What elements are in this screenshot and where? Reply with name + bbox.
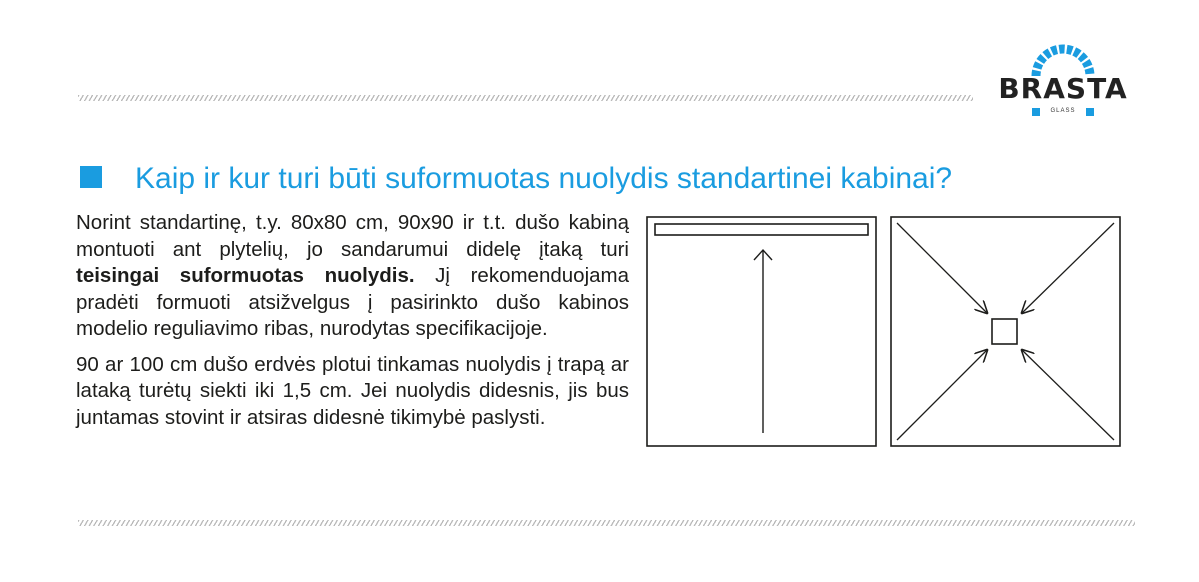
bottom-divider [78,520,1135,526]
paragraph-1-part-1: Norint standartinę, t.y. 80x80 cm, 90x90 ir t.t. dušo kabiną montuoti ant plytelių, jo sandarumui didelę įtaką turi [76,211,629,261]
slope-arrow-ne [1022,223,1114,313]
title-bullet [80,166,102,188]
slope-arrow-sw [897,350,987,440]
paragraph-1-bold: teisingai suformuotas nuolydis. [76,264,415,287]
slope-arrow-nw [897,223,987,313]
center-drain [992,319,1017,344]
paragraph-1 [76,210,629,343]
brasta-logo [988,40,1138,120]
top-divider [78,95,973,101]
body-text [76,210,629,440]
paragraph-1-part-2: Jį rekomenduojama pradėti formuoti atsižvelgus į pasirinkto dušo kabinos modelio reguliavimo ribas, nurodytas specifikacijoje. [76,264,629,340]
slope-arrow-se [1022,350,1114,440]
section-title: Kaip ir kur turi būti suformuotas nuolydis standartinei kabinai? [135,162,953,195]
linear-drain-diagram [645,215,879,449]
logo-subtitle: GLASS [1050,108,1076,114]
drain-channel [655,224,868,235]
point-drain-diagram [889,215,1123,449]
logo-wordmark: BRASTA [998,72,1128,105]
paragraph-2: 90 ar 100 cm dušo erdvės plotui tinkamas nuolydis į trapą ar lataką turėtų siekti iki 1,5 cm. Jei nuolydis didesnis, jis bus juntamas stovint ir atsiras didesnė tikimybė paslysti. [76,352,629,429]
